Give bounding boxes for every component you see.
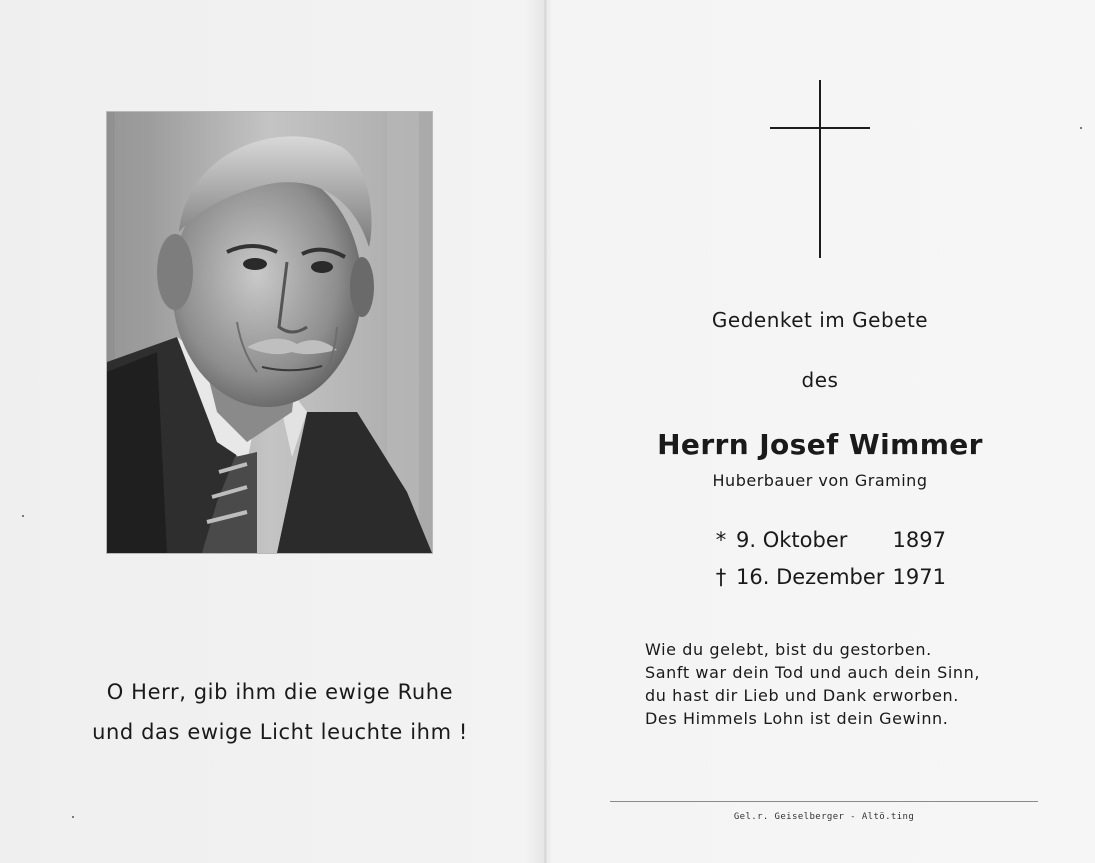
deceased-subtitle: Huberbauer von Graming xyxy=(712,471,928,490)
birth-day: 9. Oktober xyxy=(736,528,848,552)
cross-icon xyxy=(770,80,870,258)
birth-year: 1897 xyxy=(892,528,946,552)
poem-line-4: Des Himmels Lohn ist dein Gewinn. xyxy=(645,709,949,728)
paper-speck xyxy=(22,515,24,517)
death-day: 16. Dezember xyxy=(736,565,885,589)
footer-divider xyxy=(610,801,1038,802)
birth-star-icon: * xyxy=(715,528,727,552)
card-fold xyxy=(544,0,547,863)
printer-credit: Gel.r. Geiselberger - Altö.ting xyxy=(733,812,915,822)
prayer-verse xyxy=(70,672,490,752)
life-dates xyxy=(706,522,946,596)
prayer-line-1: O Herr, gib ihm die ewige Ruhe xyxy=(106,680,454,704)
birth-date-row xyxy=(706,522,946,559)
poem-line-2: Sanft war dein Tod und auch dein Sinn, xyxy=(645,663,981,682)
commemorate-heading: Gedenket im Gebete xyxy=(711,308,929,332)
death-dagger-icon: † xyxy=(715,565,727,589)
cross-horizontal-bar xyxy=(770,127,870,129)
cross-vertical-bar xyxy=(819,80,821,258)
deceased-name: Herrn Josef Wimmer xyxy=(657,428,983,461)
poem-line-1: Wie du gelebt, bist du gestorben. xyxy=(645,640,932,659)
paper-speck xyxy=(72,816,74,818)
death-date-row xyxy=(706,559,946,596)
portrait-illustration xyxy=(107,112,432,553)
portrait-photo xyxy=(107,112,432,553)
article-text: des xyxy=(801,368,839,392)
paper-speck xyxy=(1080,127,1082,129)
memorial-poem xyxy=(645,638,980,730)
prayer-line-2: und das ewige Licht leuchte ihm ! xyxy=(92,720,468,744)
poem-line-3: du hast dir Lieb und Dank erworben. xyxy=(645,686,959,705)
death-year: 1971 xyxy=(892,565,946,589)
